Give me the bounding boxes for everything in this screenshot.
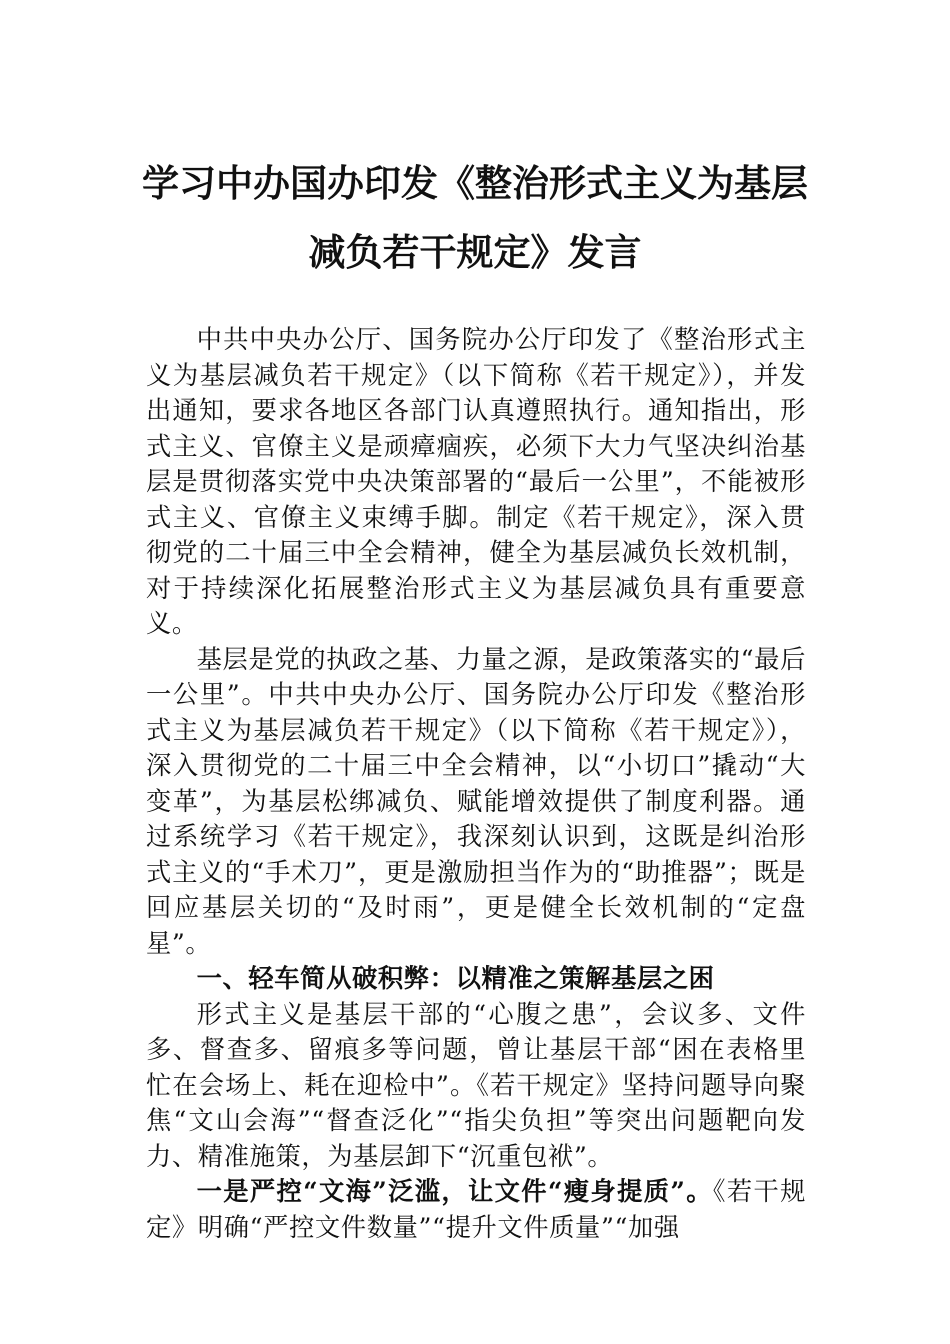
section-1-heading: 一、轻车简从破积弊：以精准之策解基层之困: [196, 964, 715, 993]
section-1-paragraph: 形式主义是基层干部的“心腹之患”，会议多、文件多、督查多、留痕多等问题，曾让基层干部“困在表格里忙在会场上、耗在迎检中”。《若干规定》坚持问题导向聚焦“文山会海”“督查泛化”“指尖负担”等突出问题靶向发力、精准施策，为基层卸下“沉重包袱”。: [146, 999, 806, 1171]
paragraph-2: 基层是党的执政之基、力量之源，是政策落实的“最后一公里”。中共中央办公厅、国务院办公厅印发《整治形式主义为基层减负若干规定》（以下简称《若干规定》），深入贯彻党的二十届三中全会精神，以“小切口”撬动“大变革”，为基层松绑减负、赋能增效提供了制度利器。通过系统学习《若干规定》，我深刻认识到，这既是纠治形式主义的“手术刀”，更是激励担当作为的“助推器”；既是回应基层关切的“及时雨”，更是健全长效机制的“定盘星”。: [146, 644, 806, 958]
document-title-line-2: 减负若干规定》发言: [308, 230, 642, 274]
document-title-line-1: 学习中办国办印发《整治形式主义为基层: [142, 161, 808, 205]
document-body: [146, 322, 806, 1245]
point-1-paragraph: [146, 1174, 806, 1245]
paragraph-1: 中共中央办公厅、国务院办公厅印发了《整治形式主义为基层减负若干规定》（以下简称《若干规定》），并发出通知，要求各地区各部门认真遵照执行。通知指出，形式主义、官僚主义是顽瘴痼疾，必须下大力气坚决纠治基层是贯彻落实党中央决策部署的“最后一公里”，不能被形式主义、官僚主义束缚手脚。制定《若干规定》，深入贯彻党的二十届三中全会精神，健全为基层减负长效机制，对于持续深化拓展整治形式主义为基层减负具有重要意义。: [146, 325, 806, 638]
point-1-lead: 一是严控“文海”泛滥，让文件“瘦身提质”。: [196, 1176, 713, 1206]
point-1-text: 《若干规定》明确“严控文件数量”“提升文件质量”“加强: [146, 1177, 806, 1242]
